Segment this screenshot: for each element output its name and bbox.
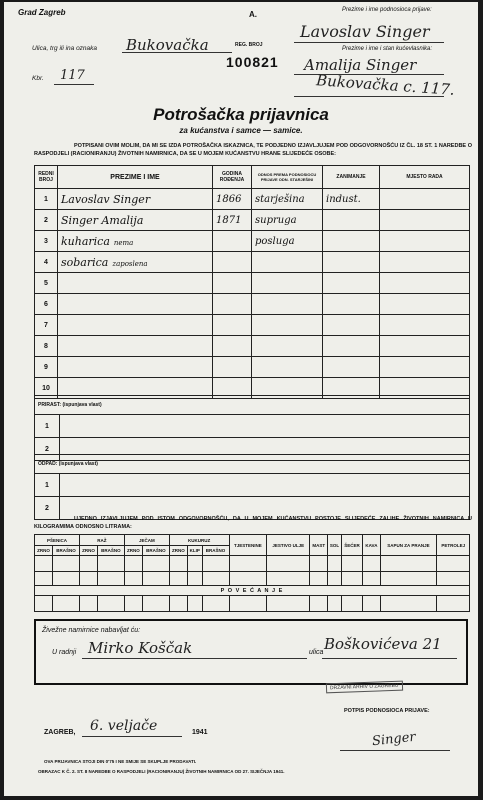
birth-year xyxy=(213,315,252,336)
workplace xyxy=(380,315,470,336)
occupation xyxy=(323,336,380,357)
sub-brasno: BRAŠNO xyxy=(53,546,80,556)
group-psenica: PŠENICA xyxy=(35,535,80,546)
relation xyxy=(252,357,323,378)
supply-street-label: ulica xyxy=(309,649,324,656)
supply-table xyxy=(34,534,470,612)
row-number: 3 xyxy=(35,231,58,252)
city-label: Grad Zagreb xyxy=(18,8,66,17)
form-sheet xyxy=(4,2,478,796)
row-number: 10 xyxy=(35,378,58,399)
footer-note-2: OBRAZAC K Č. 2. ST. 8 NAREDBE O RASPODJELI (RACIONIRANJU) ŽIVOTNIH NAMIRNICA OD 27. SIJEČNJA 1941. xyxy=(38,769,285,774)
prirast-row-2: 2 xyxy=(35,438,60,461)
occupation xyxy=(323,315,380,336)
person-name xyxy=(58,294,213,315)
person-row xyxy=(35,357,470,378)
col-petrolej: PETROLEJ xyxy=(437,535,470,556)
shop-label: U radnji xyxy=(52,649,77,656)
col-mast: MAST xyxy=(310,535,328,556)
sub-brasno: BRAŠNO xyxy=(142,546,169,556)
workplace xyxy=(380,252,470,273)
relation xyxy=(252,294,323,315)
occupation: indust. xyxy=(323,189,380,210)
supply-row-2 xyxy=(35,572,470,586)
sub-zrno: ZRNO xyxy=(169,546,187,556)
person-name: Lavoslav Singer xyxy=(58,189,213,210)
row-number: 8 xyxy=(35,336,58,357)
householder-value-2: Bukovačka c. 117. xyxy=(315,71,456,99)
persons-table xyxy=(34,165,470,399)
supply-row-1 xyxy=(35,556,470,572)
person-row xyxy=(35,252,470,273)
person-row xyxy=(35,336,470,357)
intro-text: POTPISANI OVIM MOLIM, DA MI SE IZDA POTROŠAČKA ISKAZNICA, TE PODJEDNO IZJAVLJUJEM POD ODGOVORNOŠĆU IZ ČL. 18 ST. 1 NAREDBE O RASPODJELI (RACIONIRANJU) ŽIVOTNIH NAMIRNICA, DA SE U MOJEM KUĆANSTVU HRANE SLIJEDEĆE OSOBE: xyxy=(34,143,472,157)
birth-year xyxy=(213,252,252,273)
footer-date: 6. veljače xyxy=(90,718,158,734)
row-annotation: zaposlena xyxy=(112,259,148,268)
birth-year xyxy=(213,294,252,315)
workplace xyxy=(380,336,470,357)
sub-zrno: ZRNO xyxy=(79,546,97,556)
odpad-row-2: 2 xyxy=(35,497,60,520)
person-row xyxy=(35,231,470,252)
prirast-row-1: 1 xyxy=(35,415,60,438)
group-jecam: JEČAM xyxy=(124,535,169,546)
person-row xyxy=(35,189,470,210)
workplace xyxy=(380,357,470,378)
row-number: 5 xyxy=(35,273,58,294)
householder-label: Prezime i ime i stan kućevlasnika: xyxy=(342,46,433,52)
row-number: 2 xyxy=(35,210,58,231)
stock-intro: UJEDNO IZJAVLJUJEM POD ISTOM ODGOVORNOŠĆU, DA U MOJEM KUĆANSTVU POSTOJE SLIJEDEĆE ZALIHE ŽIVOTNIH NAMIRNICA U KILOGRAMIMA ODNOSNO LITRAMA: xyxy=(34,516,472,530)
footer-city: ZAGREB, xyxy=(44,729,76,736)
occupation xyxy=(323,294,380,315)
relation: supruga xyxy=(252,210,323,231)
row-number: 4 xyxy=(35,252,58,273)
signature-label: POTPIS PODNOSIOCA PRIJAVE: xyxy=(344,708,430,714)
person-row xyxy=(35,273,470,294)
person-name: sobarica zaposlena xyxy=(58,252,213,273)
supply-street-underline xyxy=(322,658,457,659)
applicant-value: Lavoslav Singer xyxy=(300,22,430,41)
form-title: Potrošačka prijavnica xyxy=(153,105,329,124)
street-value: Bukovačka xyxy=(126,36,209,54)
row-number: 7 xyxy=(35,315,58,336)
birth-year xyxy=(213,273,252,294)
date-underline xyxy=(82,736,182,737)
person-row xyxy=(35,315,470,336)
row-annotation: nema xyxy=(113,238,134,247)
relation: posluga xyxy=(252,231,323,252)
row-number: 6 xyxy=(35,294,58,315)
reg-number: 100821 xyxy=(226,54,279,70)
relation xyxy=(252,273,323,294)
workplace xyxy=(380,231,470,252)
footer-note-1: OVA PRIJAVNICA STOJI DIN 0'75 I NE SMIJE SE SKUPLJE PRODAVATI. xyxy=(44,759,197,764)
person-name: kuharica nema xyxy=(58,231,213,252)
form-subtitle: za kućanstva i samce — samice. xyxy=(179,126,303,135)
birth-year xyxy=(213,336,252,357)
col-ulje: JESTIVO ULJE xyxy=(267,535,310,556)
birth-year xyxy=(213,231,252,252)
house-label: Kbr. xyxy=(32,75,44,82)
workplace xyxy=(380,210,470,231)
birth-year: 1871 xyxy=(213,210,252,231)
occupation xyxy=(323,231,380,252)
house-value: 117 xyxy=(60,68,85,83)
person-name xyxy=(58,357,213,378)
sub-brasno: BRAŠNO xyxy=(97,546,124,556)
householder-value-1: Amalija Singer xyxy=(304,56,417,74)
person-name xyxy=(58,273,213,294)
group-kukuruz: KUKURUZ xyxy=(169,535,229,546)
supply-place-box xyxy=(34,619,468,685)
col-header-occupation: ZANIMANJE xyxy=(323,166,380,189)
col-header-year: GODINA ROĐENJA xyxy=(213,166,252,189)
group-raz: RAŽ xyxy=(79,535,124,546)
supply-street-value: Boškovićeva 21 xyxy=(324,635,442,653)
applicant-underline xyxy=(294,42,444,43)
col-sol: SOL xyxy=(328,535,341,556)
row-number: 1 xyxy=(35,189,58,210)
person-row xyxy=(35,210,470,231)
street-underline xyxy=(122,52,232,53)
person-name: Singer Amalija xyxy=(58,210,213,231)
signature-underline xyxy=(340,750,450,751)
occupation xyxy=(323,252,380,273)
odpad-label: ODPAD: (ispunjava vlast) xyxy=(35,455,470,474)
increase-label: P O V E Ć A N J E xyxy=(35,586,470,596)
col-header-relation: ODNOS PREMA PODNOSIOCU PRIJAVE ODN. STARJEŠINI xyxy=(252,166,323,189)
odpad-table xyxy=(34,454,470,520)
occupation xyxy=(323,210,380,231)
person-row xyxy=(35,294,470,315)
supply-row-3 xyxy=(35,596,470,612)
col-header-number: REDNI BROJ xyxy=(35,166,58,189)
occupation xyxy=(323,273,380,294)
sub-klip: KLIP xyxy=(187,546,202,556)
street-label: Ulica, trg ili ina oznaka xyxy=(32,45,98,52)
archive-stamp: DRŽAVNI ARHIV U ZAGREBU xyxy=(326,681,403,694)
occupation xyxy=(323,357,380,378)
supply-place-label: Živežne namirnice nabavljat ću: xyxy=(42,627,141,634)
col-header-name: PREZIME I IME xyxy=(58,166,213,189)
workplace xyxy=(380,189,470,210)
col-tjestenine: TJESTENINE xyxy=(229,535,267,556)
signature: Singer xyxy=(371,729,417,750)
workplace xyxy=(380,294,470,315)
col-sapun: SAPUN ZA PRANJE xyxy=(380,535,437,556)
relation xyxy=(252,252,323,273)
col-secer: ŠEĆER xyxy=(341,535,363,556)
birth-year: 1866 xyxy=(213,189,252,210)
series-label: A. xyxy=(249,10,257,19)
householder-underline-2 xyxy=(294,96,444,97)
prirast-label: PRIRAST: (ispunjava vlast) xyxy=(35,396,470,415)
col-header-workplace: MJESTO RADA xyxy=(380,166,470,189)
shop-value: Mirko Koščak xyxy=(88,639,193,657)
row-number: 9 xyxy=(35,357,58,378)
house-underline xyxy=(54,84,94,85)
person-name xyxy=(58,315,213,336)
footer-year: 1941 xyxy=(192,729,208,736)
odpad-row-1: 1 xyxy=(35,474,60,497)
reg-label: REG. BROJ xyxy=(235,42,263,48)
sub-brasno: BRAŠNO xyxy=(202,546,229,556)
relation xyxy=(252,336,323,357)
birth-year xyxy=(213,357,252,378)
applicant-label: Prezime i ime podnosioca prijave: xyxy=(342,7,432,13)
relation xyxy=(252,315,323,336)
col-kava: KAVA xyxy=(363,535,380,556)
persons-header-row xyxy=(35,166,470,189)
sub-zrno: ZRNO xyxy=(35,546,53,556)
relation: starješina xyxy=(252,189,323,210)
sub-zrno: ZRNO xyxy=(124,546,142,556)
prirast-table xyxy=(34,395,470,461)
person-name xyxy=(58,336,213,357)
workplace xyxy=(380,273,470,294)
shop-underline xyxy=(82,658,307,659)
